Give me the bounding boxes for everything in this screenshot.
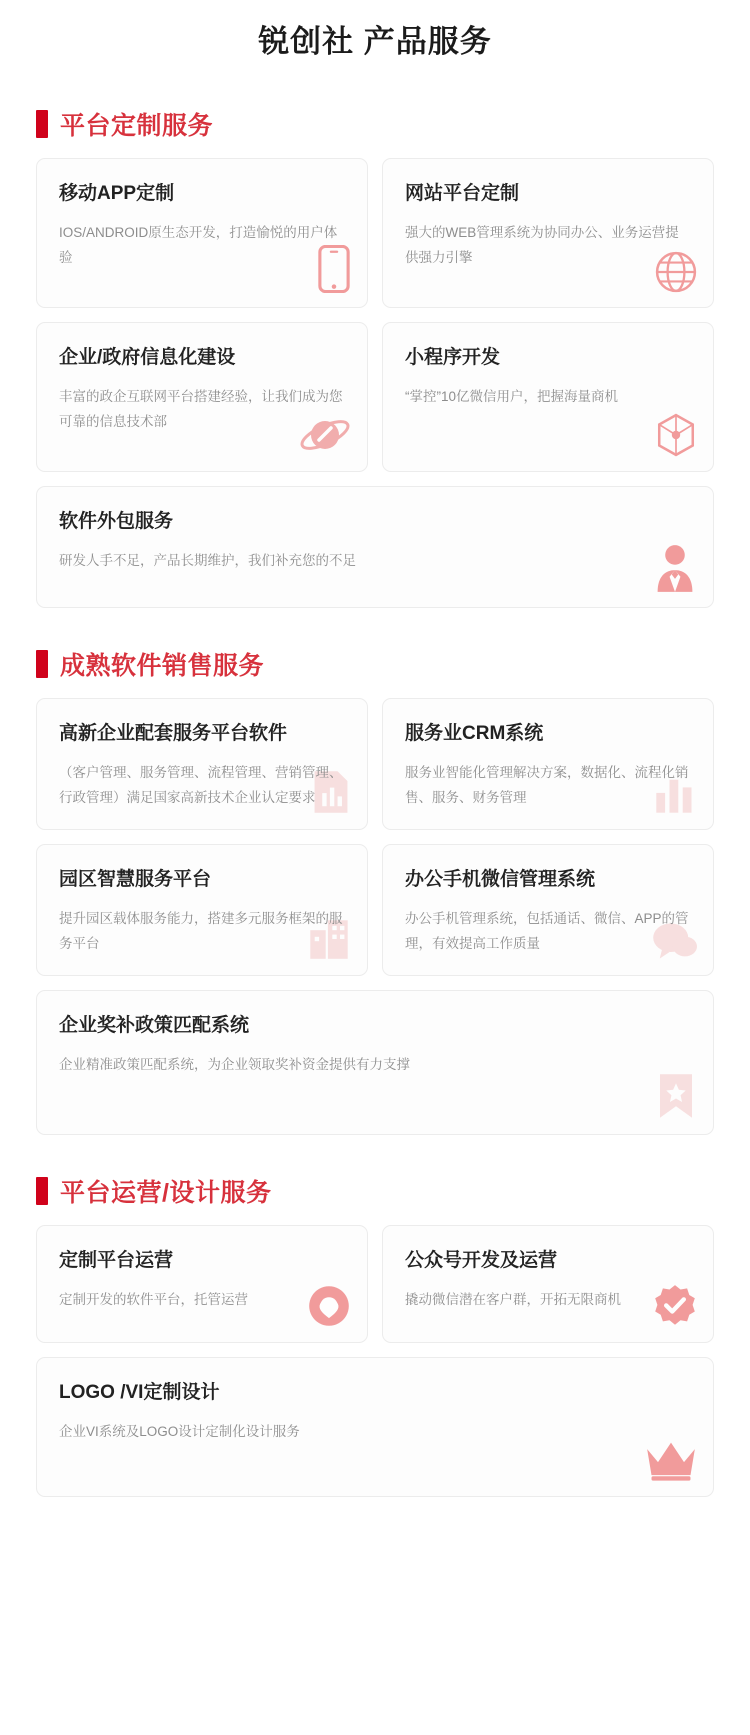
card-title: 软件外包服务	[59, 511, 174, 533]
section-header-1	[36, 106, 714, 142]
card-website-platform[interactable]	[382, 158, 714, 308]
card-description: （客户管理、服务管理、流程管理、营销管理、行政管理）满足国家高新技术企业认定要求	[59, 764, 343, 805]
card-row	[36, 322, 714, 472]
page-title: 锐创社 产品服务	[258, 24, 492, 59]
card-title: 移动APP定制	[59, 183, 175, 205]
section-header-3	[36, 1173, 714, 1209]
card-row	[36, 486, 714, 608]
card-description: 研发人手不足，产品长期维护，我们补充您的不足	[59, 552, 356, 568]
section-title-1: 平台定制服务	[60, 112, 214, 141]
card-mobile-app[interactable]	[36, 158, 368, 308]
card-subsidy-policy-match[interactable]	[36, 990, 714, 1135]
card-title: 办公手机微信管理系统	[405, 869, 596, 891]
card-description: 企业精准政策匹配系统，为企业领取奖补资金提供有力支撑	[59, 1056, 410, 1072]
card-logo-vi-design[interactable]	[36, 1357, 714, 1497]
card-description: 丰富的政企互联网平台搭建经验，让我们成为您可靠的信息技术部	[59, 388, 343, 429]
card-row	[36, 158, 714, 308]
card-description: 企业VI系统及LOGO设计定制化设计服务	[59, 1423, 300, 1439]
bookmark-star-icon	[655, 1072, 697, 1120]
card-description: “掌控”10亿微信用户，把握海量商机	[405, 388, 619, 404]
card-enterprise-government[interactable]	[36, 322, 368, 472]
section-accent-bar	[36, 650, 48, 678]
card-description: 撬动微信潜在客户群，开拓无限商机	[405, 1291, 621, 1307]
card-official-account[interactable]	[382, 1225, 714, 1343]
card-title: 网站平台定制	[405, 183, 520, 205]
section-accent-bar	[36, 1177, 48, 1205]
card-software-outsourcing[interactable]	[36, 486, 714, 608]
card-crm-system[interactable]	[382, 698, 714, 830]
section-title-2: 成熟软件销售服务	[60, 652, 265, 681]
card-row	[36, 1225, 714, 1343]
card-title: 小程序开发	[405, 347, 501, 369]
card-description: 提升园区载体服务能力，搭建多元服务框架的服务平台	[59, 910, 343, 951]
section-header-2	[36, 646, 714, 682]
card-row	[36, 1357, 714, 1497]
card-row	[36, 698, 714, 830]
card-title: 园区智慧服务平台	[59, 869, 212, 891]
card-title: 定制平台运营	[59, 1249, 174, 1271]
card-title: 公众号开发及运营	[405, 1249, 558, 1271]
card-row	[36, 990, 714, 1135]
card-custom-platform-operation[interactable]	[36, 1225, 368, 1343]
card-description: 定制开发的软件平台，托管运营	[59, 1291, 248, 1307]
card-title: LOGO /VI定制设计	[59, 1381, 220, 1403]
section-title-3: 平台运营/设计服务	[60, 1178, 272, 1207]
card-title: 服务业CRM系统	[405, 723, 544, 745]
card-row	[36, 844, 714, 976]
card-description: 办公手机管理系统，包括通话、微信、APP的管理，有效提高工作质量	[405, 910, 689, 951]
card-title: 高新企业配套服务平台软件	[59, 723, 288, 745]
card-hightech-platform[interactable]	[36, 698, 368, 830]
card-title: 企业/政府信息化建设	[59, 347, 236, 369]
card-description: 服务业智能化管理解决方案，数据化、流程化销售、服务、财务管理	[405, 764, 689, 805]
section-accent-bar	[36, 110, 48, 138]
card-description: IOS/ANDROID原生态开发，打造愉悦的用户体验	[59, 224, 338, 265]
cube-icon	[655, 413, 697, 457]
card-park-service-platform[interactable]	[36, 844, 368, 976]
card-miniprogram[interactable]	[382, 322, 714, 472]
card-description: 强大的WEB管理系统为协同办公、业务运营提供强力引擎	[405, 224, 679, 265]
card-title: 企业奖补政策匹配系统	[59, 1014, 250, 1036]
card-office-phone-wechat[interactable]	[382, 844, 714, 976]
